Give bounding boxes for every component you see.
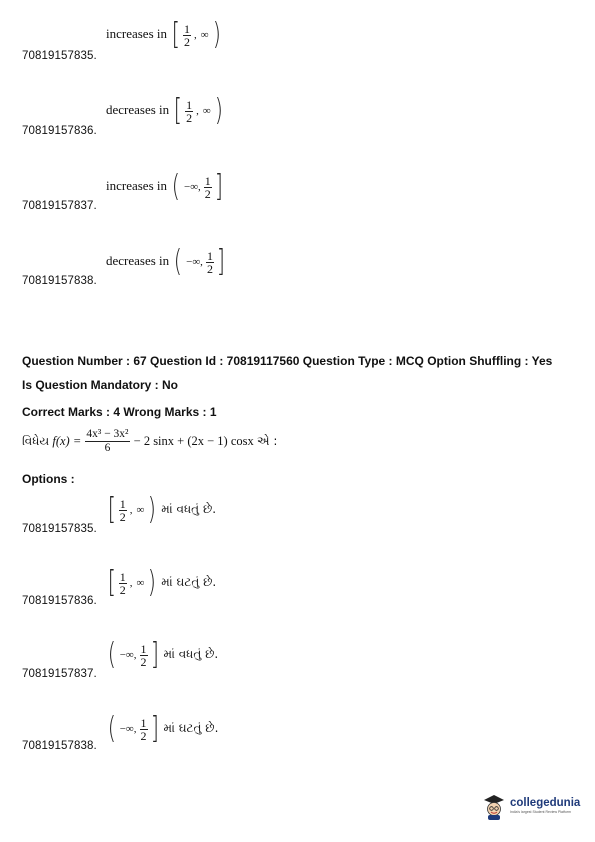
- interval-expression: [ $\frac{1}{2}$ , ∞ ): [172, 17, 221, 52]
- logo-wordmark: collegedunia: [510, 797, 581, 809]
- interval-expression: [ $\frac{1}{2}$ , ∞ ): [107, 565, 157, 600]
- interval-expression: [ $\frac{1}{2}$ , ∞ ): [174, 93, 223, 128]
- option-text: માં વધતું છે.: [161, 501, 217, 516]
- interval-expression: ( −∞, $\frac{1}{2}$ ]: [107, 711, 159, 746]
- option-id: 70819157835.: [22, 523, 97, 535]
- interval-expression: ( −∞, $\frac{1}{2}$ ]: [174, 244, 225, 279]
- interval-expression: ( −∞, $\frac{1}{2}$ ]: [172, 169, 223, 204]
- option-label: increases in: [106, 177, 168, 193]
- collegedunia-logo: [480, 792, 580, 820]
- interval-expression: [ $\frac{1}{2}$ , ∞ ): [107, 492, 157, 527]
- option-id: 70819157837.: [22, 668, 97, 680]
- question-mandatory-line: Is Question Mandatory : No: [22, 378, 179, 392]
- option-text: માં ઘટતું છે.: [161, 574, 217, 589]
- option-id: 70819157836.: [22, 595, 97, 607]
- option-label: decreases in: [106, 252, 170, 268]
- mascot-icon: [480, 792, 508, 820]
- option-label: increases in: [106, 25, 168, 41]
- option-id: 70819157838.: [22, 275, 97, 287]
- question-meta-line: Question Number : 67 Question Id : 70819117560 Question Type : MCQ Option Shuffling : Yes: [22, 354, 553, 368]
- option-id: 70819157836.: [22, 125, 97, 137]
- logo-tagline: India's largest Student Review Platform: [510, 809, 571, 814]
- option-text: માં ઘટતું છે.: [163, 720, 219, 735]
- question-marks-line: Correct Marks : 4 Wrong Marks : 1: [22, 405, 217, 419]
- options-heading: Options :: [22, 472, 75, 486]
- question-stem: વિધેય f(x) = $\frac{\text{4x³ − 3x²}}{6}$ − 2 sinx + (2x − 1) cosx એ :: [22, 428, 278, 454]
- option-id: 70819157838.: [22, 740, 97, 752]
- option-id: 70819157837.: [22, 200, 97, 212]
- option-text: માં વધતું છે.: [163, 646, 219, 661]
- option-label: decreases in: [106, 101, 170, 117]
- interval-expression: ( −∞, $\frac{1}{2}$ ]: [107, 637, 159, 672]
- option-id: 70819157835.: [22, 50, 97, 62]
